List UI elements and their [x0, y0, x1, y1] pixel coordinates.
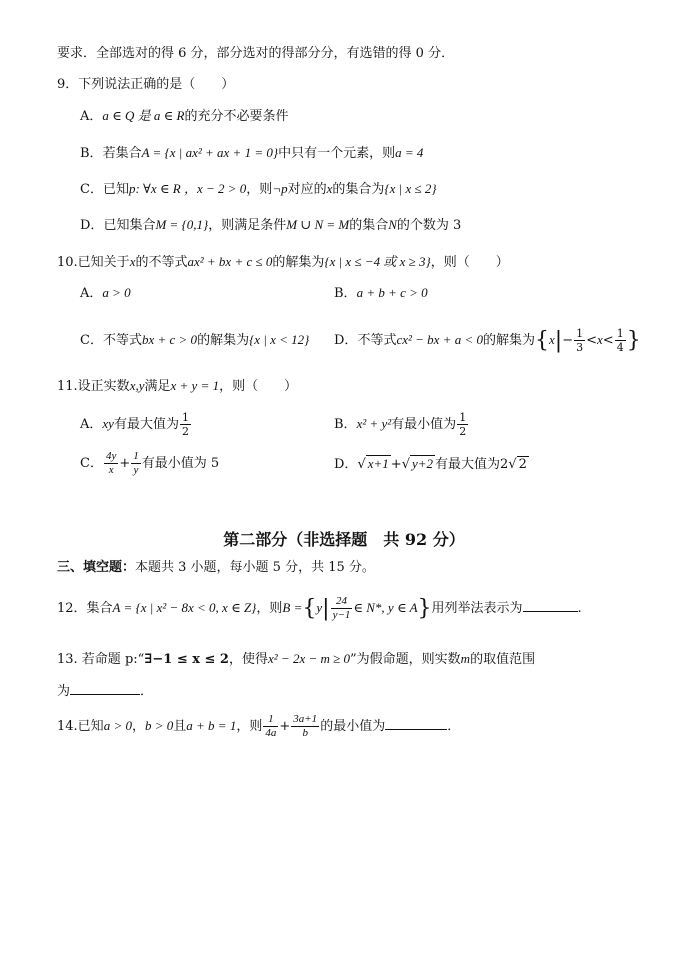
stem-text: ，则（ ）: [219, 379, 298, 394]
math-expr: {x | x ≤ 2}: [384, 181, 437, 196]
option-text: 不等式: [102, 333, 142, 348]
fraction: [457, 411, 468, 438]
option-text: 若集合: [102, 146, 142, 161]
option-text: 不等式: [357, 333, 397, 348]
denominator: 4: [616, 341, 624, 354]
math-expr: x² + y²: [356, 416, 392, 431]
math-expr: +: [279, 719, 291, 734]
heading-label: 三、填空题：: [57, 560, 136, 575]
numerator: 3a+1: [293, 713, 318, 725]
math-expr: <: [586, 333, 598, 348]
radicand: 2: [518, 457, 527, 472]
numerator: 1: [263, 713, 278, 727]
math-expr: ¬p: [272, 181, 288, 196]
stem-text: 13. 若命题 p:“: [57, 652, 145, 667]
stem-text: 的解集为: [272, 255, 325, 270]
stem-text: 用列举法表示为: [431, 601, 523, 616]
denominator: y: [133, 464, 139, 476]
left-brace: {: [302, 595, 317, 621]
math-expr: 2: [500, 457, 509, 472]
numerator: 4y: [105, 450, 117, 462]
fraction: [331, 595, 353, 622]
option-text: 已知: [102, 182, 129, 197]
numerator: 1: [616, 327, 624, 340]
math-expr: N: [388, 217, 397, 232]
denominator: 4a: [265, 727, 277, 739]
denominator: y−1: [332, 609, 351, 621]
option-text: ，则满足条件: [208, 218, 287, 233]
question-14: [57, 708, 460, 745]
math-expr: x: [326, 181, 333, 196]
fraction: [131, 450, 141, 477]
math-expr: A = {x | x² − 8x < 0, x ∈ Z}: [112, 600, 257, 615]
fraction: [180, 411, 191, 438]
math-expr: x: [597, 332, 603, 347]
radicand: y+2: [411, 456, 434, 471]
right-brace: }: [626, 327, 641, 353]
answer-blank[interactable]: [385, 715, 447, 730]
math-expr: ∈ N*, y ∈ A: [353, 600, 418, 615]
math-expr: A = {x | ax² + ax + 1 = 0}: [141, 145, 279, 160]
stem-text: 12．集合: [57, 601, 113, 616]
sqrt-sign: √: [357, 457, 366, 472]
q10-option-a: [80, 283, 131, 304]
bar: |: [322, 595, 330, 621]
q9-option-b: [80, 143, 423, 164]
stem-text: 满足: [144, 379, 171, 394]
option-text: 的集合为: [332, 182, 385, 197]
stem-text: 为: [57, 684, 71, 699]
stem-text: ．: [447, 719, 461, 734]
math-expr: a > 0: [103, 718, 132, 733]
sqrt-sign: √: [401, 457, 410, 472]
stem-text: ”为假命题，则实数: [350, 652, 461, 667]
option-text: 的解集为: [482, 333, 535, 348]
fraction: [291, 713, 319, 740]
math-expr: a + b + c > 0: [356, 285, 428, 300]
math-expr: x,y: [129, 378, 145, 393]
q9-option-a: [80, 106, 288, 127]
math-expr: ∃−1 ≤ x ≤ 2: [144, 652, 229, 667]
numerator: 1: [133, 450, 139, 462]
answer-blank[interactable]: [523, 597, 578, 612]
math-expr: bx + c > 0: [141, 332, 198, 347]
math-expr: B =: [282, 600, 303, 615]
option-text: 的个数为 3: [396, 218, 462, 233]
math-expr: x + y = 1: [170, 378, 220, 393]
stem-text: 14.已知: [57, 719, 104, 734]
option-label: B．: [334, 417, 357, 432]
option-text: 的解集为: [197, 333, 250, 348]
option-label: C．: [80, 456, 103, 471]
option-text: 有最大值为: [113, 417, 179, 432]
option-label: D．: [334, 333, 358, 348]
stem-text: ，: [131, 719, 145, 734]
math-expr: {x | x ≤ −4 或 x ≥ 3}: [324, 254, 431, 269]
option-label: C．: [80, 182, 103, 197]
question-11-stem: [57, 376, 297, 397]
math-expr: {x | x < 12}: [249, 332, 310, 347]
question-9-stem: 9．下列说法正确的是（ ）: [57, 77, 235, 92]
question-13-line-1: [57, 649, 535, 670]
math-expr: x: [129, 254, 136, 269]
left-brace: {: [535, 327, 549, 353]
fraction: [574, 327, 585, 354]
q9-option-c: [80, 179, 437, 200]
part-3-heading: [57, 558, 375, 578]
stem-text: ，使得: [228, 652, 268, 667]
question-12: [57, 590, 582, 627]
denominator: b: [302, 727, 308, 739]
numerator: 24: [331, 595, 353, 609]
option-text: 的充分不必要条件: [184, 109, 289, 124]
stem-text: ，则: [236, 719, 263, 734]
math-expr: ax² + bx + c ≤ 0: [187, 254, 273, 269]
math-expr: m: [460, 651, 471, 666]
option-text: 有最小值为: [391, 417, 457, 432]
q11-option-c: [80, 448, 219, 480]
question-13-line-2: [57, 680, 153, 702]
denominator: 3: [576, 341, 584, 354]
option-text: ，则: [246, 182, 273, 197]
numerator: 1: [459, 411, 467, 424]
section-title: 第二部分（非选择题 共 92 分）: [223, 530, 465, 549]
math-expr: a > 0: [102, 285, 131, 300]
stem-text: .: [577, 601, 582, 616]
math-expr: y: [316, 600, 323, 615]
math-expr: a = 4: [395, 145, 424, 160]
q9-option-d: [80, 215, 461, 236]
math-expr: a ∈ Q 是 a ∈ R: [102, 108, 185, 123]
math-expr: p: ∀x ∈ R ，x − 2 > 0: [128, 181, 247, 196]
math-expr: +: [119, 456, 131, 471]
math-expr: cx² − bx + a < 0: [396, 332, 483, 347]
instruction-text: 要求．全部选对的得 6 分，部分选对的得部分分，有选错的得 0 分．: [57, 46, 455, 61]
option-text: 有最大值为: [435, 457, 501, 472]
option-text: 中只有一个元素，则: [278, 146, 396, 161]
q10-option-c: [80, 330, 309, 351]
fraction: [615, 327, 626, 354]
stem-text: 11.设正实数: [57, 379, 130, 394]
math-expr: b > 0: [144, 718, 174, 733]
q10-option-b: [334, 283, 428, 304]
answer-blank[interactable]: [70, 680, 140, 695]
bar: |: [554, 327, 563, 353]
option-label: A．: [80, 417, 103, 432]
stem-text: 的取值范围: [470, 652, 536, 667]
fraction: [263, 713, 278, 740]
radicand: x+1: [367, 456, 389, 471]
option-label: B．: [80, 146, 103, 161]
q10-option-d: [334, 322, 641, 359]
option-label: D．: [334, 457, 358, 472]
numerator: 1: [576, 327, 584, 340]
sqrt-sign: √: [508, 457, 517, 472]
math-expr: xy: [102, 416, 114, 431]
math-expr: +: [390, 457, 402, 472]
math-expr: x: [549, 332, 555, 347]
q11-option-d: [334, 454, 529, 475]
math-expr: M = {0,1}: [155, 217, 209, 232]
denominator: 2: [181, 425, 189, 438]
option-label: D．: [80, 218, 104, 233]
math-expr: −: [562, 333, 574, 348]
math-expr: x² − 2x − m ≥ 0: [268, 651, 351, 666]
stem-text: ，则（ ）: [430, 255, 509, 270]
option-text: 对应的: [287, 182, 327, 197]
math-expr: M ∪ N = M: [286, 217, 350, 232]
heading-text: 本题共 3 小题，每小题 5 分，共 15 分。: [135, 560, 375, 575]
denominator: x: [108, 464, 114, 476]
q11-option-b: [334, 410, 469, 439]
stem-text: 的最小值为: [320, 719, 386, 734]
stem-text: 且: [173, 719, 187, 734]
stem-text: ．: [140, 684, 154, 699]
fraction: [104, 450, 118, 477]
stem-text: 10.已知关于: [57, 255, 130, 270]
option-label: C．: [80, 333, 103, 348]
right-brace: }: [417, 595, 432, 621]
stem-text: ，则: [256, 601, 283, 616]
math-expr: <: [602, 333, 614, 348]
question-10-stem: [57, 252, 509, 273]
denominator: 2: [459, 425, 467, 438]
option-label: B．: [334, 286, 357, 301]
option-text: 已知集合: [103, 218, 156, 233]
option-label: A．: [80, 109, 103, 124]
option-text: 的集合: [349, 218, 389, 233]
math-expr: a + b = 1: [186, 718, 237, 733]
stem-text: 的不等式: [135, 255, 188, 270]
q11-option-a: [80, 410, 192, 439]
option-label: A．: [80, 286, 103, 301]
option-text: 有最小值为 5: [141, 456, 220, 471]
numerator: 1: [181, 411, 189, 424]
